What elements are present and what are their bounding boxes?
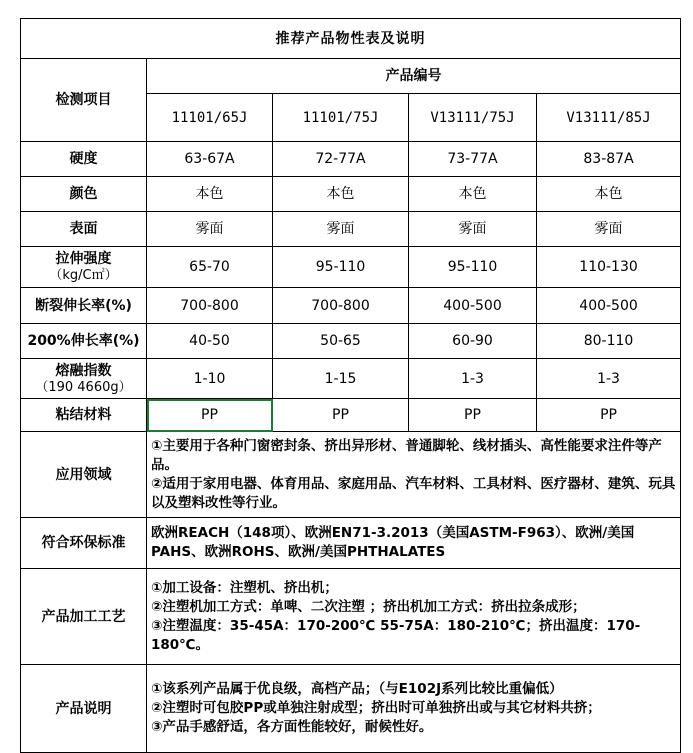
text-line: ③产品手感舒适，各方面性能较好，耐候性好。 [151,719,433,735]
value-cell[interactable]: 60-90 [409,324,537,359]
table-title: 推荐产品物性表及说明 [21,19,681,59]
value-cell[interactable]: 63-67A [147,142,273,177]
value-cell[interactable]: 本色 [147,177,273,212]
text-line: 欧洲REACH（148项）、欧洲EN71-3.2013（美国ASTM-F963）、欧洲/美国PAHS、欧洲ROHS、欧洲/美国PHTHALATES [151,525,635,560]
selected-value-cell[interactable]: PP [147,399,273,432]
text-line: ①主要用于各种门窗密封条、挤出异形材、普通脚轮、线材插头、高性能要求注件等产品。 [151,437,662,473]
value-cell[interactable]: 雾面 [273,212,409,247]
product-code-header: 产品编号 [147,59,681,94]
section-label-environmental: 符合环保标准 [21,518,147,569]
value-cell[interactable]: 400-500 [537,288,681,324]
value-cell[interactable]: 400-500 [409,288,537,324]
section-label-application: 应用领域 [21,432,147,518]
value-cell[interactable]: 83-87A [537,142,681,177]
row-label-color: 颜色 [21,177,147,212]
table-row [21,247,681,288]
row-label-200-elongation: 200%伸长率(%) [21,324,147,359]
product-code-cell: 11101/75J [273,94,409,142]
value-cell[interactable]: 雾面 [147,212,273,247]
section-label-processing: 产品加工工艺 [21,569,147,665]
row-label-tensile-strength: 拉伸强度 （kg/C㎡） [21,247,147,288]
table-row [21,359,681,399]
table-row [21,177,681,212]
value-cell[interactable]: 雾面 [537,212,681,247]
value-cell[interactable]: 65-70 [147,247,273,288]
section-text-description[interactable] [147,665,681,753]
value-cell[interactable]: 本色 [409,177,537,212]
value-cell[interactable]: PP [537,399,681,432]
value-cell[interactable]: 73-77A [409,142,537,177]
table-row [21,569,681,665]
section-label-description: 产品说明 [21,665,147,753]
value-cell[interactable]: 110-130 [537,247,681,288]
text-line: ①加工设备：注塑机、挤出机； [151,579,338,596]
value-cell[interactable]: 700-800 [147,288,273,324]
value-cell[interactable]: 700-800 [273,288,409,324]
value-cell[interactable]: 1-3 [537,359,681,399]
test-item-header: 检测项目 [21,59,147,142]
value-cell[interactable]: 1-15 [273,359,409,399]
section-text-processing[interactable] [147,569,681,665]
table-row [21,432,681,518]
value-cell[interactable]: 40-50 [147,324,273,359]
value-cell[interactable]: PP [409,399,537,432]
text-line: ①该系列产品属于优良级，高档产品；（与E102J系列比较比重偏低） [151,681,563,697]
value-cell[interactable]: 本色 [537,177,681,212]
property-table [20,18,681,753]
product-code-cell: 11101/65J [147,94,273,142]
table-row [21,518,681,569]
value-cell[interactable]: 72-77A [273,142,409,177]
text-line: ②注塑时可包胶PP或单独注射成型；挤出时可单独挤出或与其它材料共挤； [151,700,601,716]
table-row [21,212,681,247]
row-label-elongation-break: 断裂伸长率(%) [21,288,147,324]
value-cell[interactable]: 95-110 [409,247,537,288]
row-label-hardness: 硬度 [21,142,147,177]
product-code-cell: V13111/85J [537,94,681,142]
value-cell[interactable]: 雾面 [409,212,537,247]
value-cell[interactable]: 95-110 [273,247,409,288]
table-row [21,142,681,177]
table-row [21,399,681,432]
value-cell[interactable]: 80-110 [537,324,681,359]
section-text-environmental[interactable] [147,518,681,569]
row-label-surface: 表面 [21,212,147,247]
value-cell[interactable]: 1-10 [147,359,273,399]
table-row [21,665,681,753]
row-label-bonding-material: 粘结材料 [21,399,147,432]
table-row [21,288,681,324]
section-text-application[interactable] [147,432,681,518]
row-label-melt-index: 熔融指数 （190 4660g） [21,359,147,399]
value-cell[interactable]: 50-65 [273,324,409,359]
value-cell[interactable]: 1-3 [409,359,537,399]
table-row [21,324,681,359]
text-line: ③注塑温度：35-45A：170-200℃ 55-75A：180-210℃；挤出温度：170-180℃。 [151,617,641,653]
text-line: ②注塑机加工方式：单啤、二次注塑 ；挤出机加工方式：挤出拉条成形； [151,598,586,615]
text-line: ②适用于家用电器、体育用品、家庭用品、汽车材料、工具材料、医疗器材、建筑、玩具以及塑料改性等行业。 [151,475,676,511]
product-code-cell: V13111/75J [409,94,537,142]
value-cell[interactable]: PP [273,399,409,432]
value-cell[interactable]: 本色 [273,177,409,212]
